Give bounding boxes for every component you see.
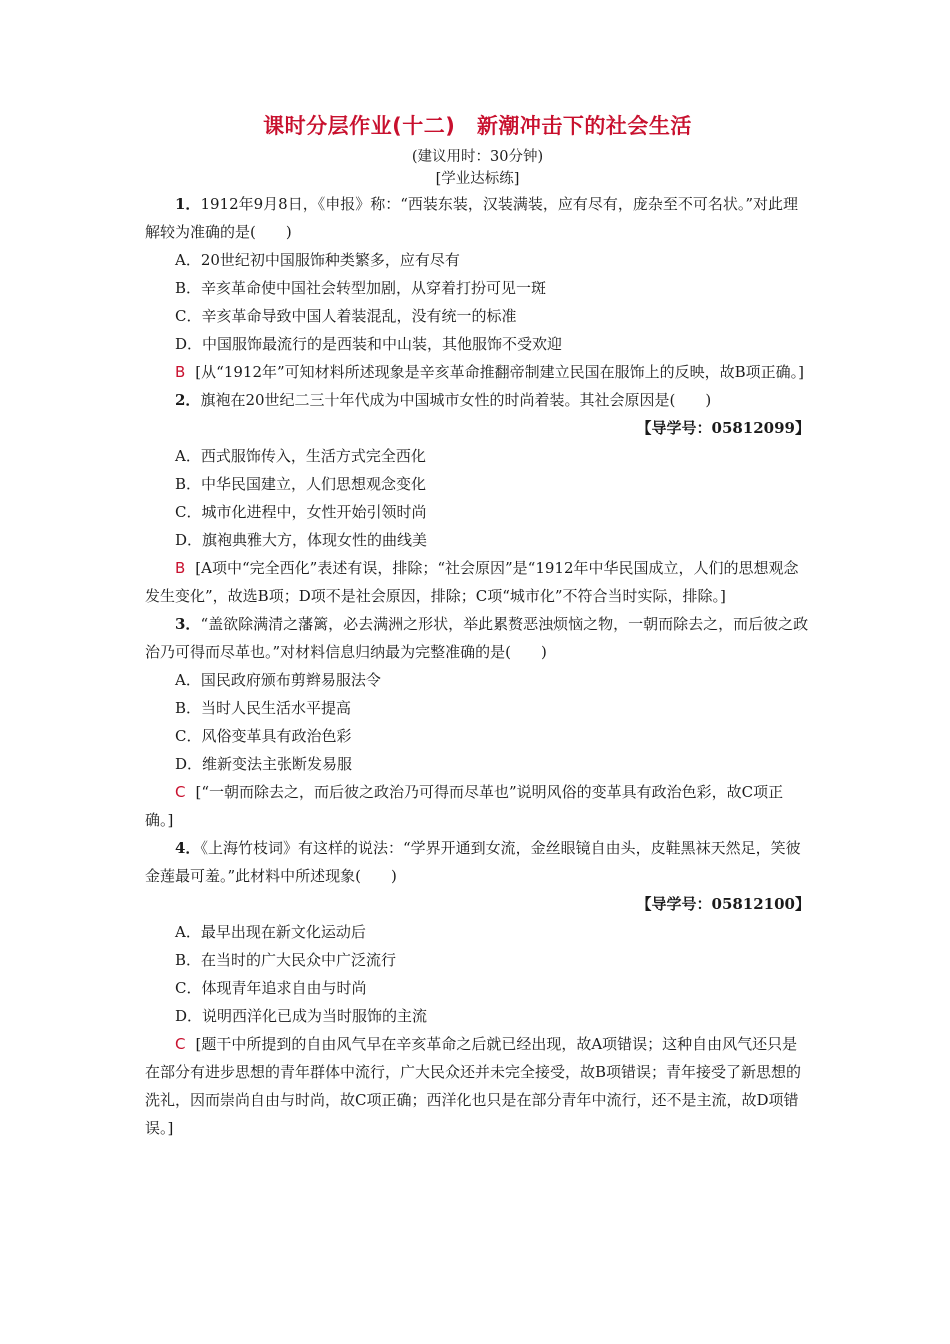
option-d: D．中国服饰最流行的是西装和中山装，其他服饰不受欢迎 — [175, 335, 563, 353]
option-c: C．城市化进程中，女性开始引领时尚 — [175, 503, 427, 521]
option-a: A．最早出现在新文化运动后 — [175, 923, 366, 941]
option-a: A．西式服饰传入，生活方式完全西化 — [175, 447, 426, 465]
answer-letter: B — [175, 363, 186, 381]
document-page — [145, 112, 810, 1142]
option-d: D．维新变法主张断发易服 — [175, 755, 353, 773]
question-2 — [145, 386, 810, 610]
option-d: D．说明西洋化已成为当时服饰的主流 — [175, 1007, 428, 1025]
question-4 — [145, 834, 810, 1142]
option-b: B．在当时的广大民众中广泛流行 — [175, 951, 397, 969]
option-b: B．中华民国建立，人们思想观念变化 — [175, 475, 427, 493]
option-c: C．辛亥革命导致中国人着装混乱，没有统一的标准 — [175, 307, 517, 325]
question-stem: 1．1912年9月8日，《申报》称：“西装东装，汉装满装，应有尽有，庞杂至不可名状。”对此理解较为准确的是( ) — [145, 195, 799, 241]
question-stem: 2．旗袍在20世纪二三十年代成为中国城市女性的时尚着装。其社会原因是( ) — [175, 391, 712, 409]
option-b: B．辛亥革命使中国社会转型加剧，从穿着打扮可见一斑 — [175, 279, 547, 297]
option-a: A．国民政府颁布剪辫易服法令 — [175, 671, 381, 689]
option-c: C．体现青年追求自由与时尚 — [175, 979, 367, 997]
answer-explanation: B [A项中“完全西化”表述有误，排除；“社会原因”是“1912年中华民国成立，人们的思想观念发生变化”，故选B项；D项不是社会原因，排除；C项“城市化”不符合当时实际，排除。] — [145, 559, 799, 605]
guide-number: 【导学号：05812099】 — [636, 419, 810, 437]
answer-explanation: C [题干中所提到的自由风气早在辛亥革命之后就已经出现，故A项错误；这种自由风气还只是在部分有进步思想的青年群体中流行，广大民众还并未完全接受，故B项错误；青年接受了新思想的洗礼，因而崇尚自由与时尚，故C项正确；西洋化也只是在部分青年中流行，还不是主流，故D项错误。] — [145, 1035, 802, 1137]
question-number: 1． — [175, 195, 201, 213]
answer-explanation: C [“一朝而除去之，而后彼之政治乃可得而尽革也”说明风俗的变革具有政治色彩，故C项正确。] — [145, 783, 784, 829]
answer-explanation: B [从“1912年”可知材料所述现象是辛亥革命推翻帝制建立民国在服饰上的反映，故B项正确。] — [175, 363, 805, 381]
answer-letter: B — [175, 559, 186, 577]
question-number: 2． — [175, 391, 201, 409]
question-3 — [145, 610, 810, 834]
option-c: C．风俗变革具有政治色彩 — [175, 727, 352, 745]
option-b: B．当时人民生活水平提高 — [175, 699, 352, 717]
question-stem: 4．《上海竹枝词》有这样的说法：“学界开通到女流，金丝眼镜自由头，皮鞋黑袜天然足，笑彼金莲最可羞。”此材料中所述现象( ) — [145, 839, 801, 885]
guide-number: 【导学号：05812100】 — [636, 895, 810, 913]
option-d: D．旗袍典雅大方，体现女性的曲线美 — [175, 531, 428, 549]
question-stem: 3．“盖欲除满清之藩篱，必去满洲之形状，举此累赘恶浊烦恼之物，一朝而除去之，而后彼之政治乃可得而尽革也。”对材料信息归纳最为完整准确的是( ) — [145, 615, 809, 661]
question-number: 3． — [175, 615, 201, 633]
option-a: A．20世纪初中国服饰种类繁多，应有尽有 — [175, 251, 460, 269]
answer-letter: C — [175, 1035, 186, 1053]
page-title: 课时分层作业(十二) 新潮冲击下的社会生活 — [263, 114, 692, 138]
suggested-time: (建议用时：30分钟) — [411, 149, 544, 165]
question-1 — [145, 190, 810, 386]
question-number: 4． — [175, 839, 201, 857]
section-heading: [学业达标练] — [435, 171, 520, 187]
answer-letter: C — [175, 783, 186, 801]
